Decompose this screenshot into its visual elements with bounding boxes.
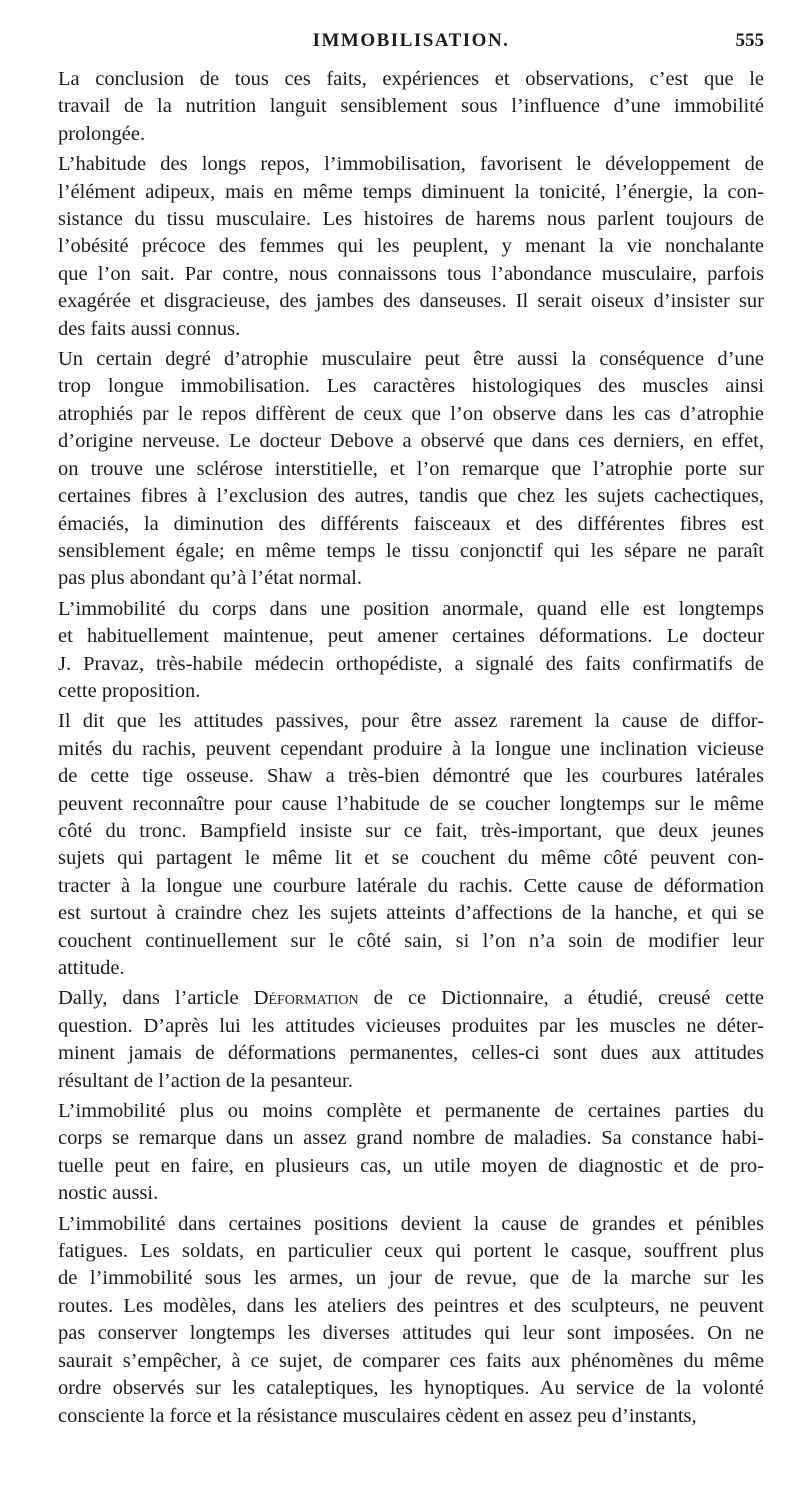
- text-line: que l’on sait. Par contre, nous connaissons tous l’abondance musculaire, parfois: [58, 262, 764, 285]
- text-line: nostic aussi.: [58, 1182, 159, 1205]
- text-line: ordre observés sur les cataleptiques, les hynoptiques. Au service de la volonté: [58, 1377, 764, 1400]
- text-line: fatigues. Les soldats, en particulier ceux qui portent le casque, souffrent plus: [58, 1240, 764, 1263]
- text-line: d’origine nerveuse. Le docteur Debove a observé que dans ces derniers, en effet,: [58, 430, 764, 453]
- text-line: l’obésité précoce des femmes qui les peuplent, y menant la vie nonchalante: [58, 235, 764, 258]
- text-line: certaines fibres à l’exclusion des autres, tandis que chez les sujets cachectiques,: [58, 485, 764, 508]
- text-line: consciente la force et la résistance musculaires cèdent en assez peu d’instants,: [58, 1404, 697, 1427]
- text-line: couchent continuellement sur le côté sain, si l’on n’a soin de modifier leur: [58, 929, 764, 952]
- paragraph: [58, 151, 764, 343]
- text-line: minent jamais de déformations permanentes, celles-ci sont dues aux attitudes: [58, 1042, 764, 1065]
- text-line: Il dit que les attitudes passives, pour être assez rarement la cause de diffor-: [58, 710, 764, 733]
- text-line: corps se remarque dans un assez grand nombre de maladies. Sa constance habi-: [58, 1127, 764, 1150]
- text-line: prolongée.: [58, 122, 146, 145]
- text-line: atrophiés par le repos diffèrent de ceux que l’on observe dans les cas d’atrophie: [58, 402, 764, 425]
- body-text: [58, 66, 764, 1433]
- text-line: attitude.: [58, 957, 125, 979]
- running-title: IMMOBILISATION.: [312, 30, 510, 51]
- text-line: des faits aussi connus.: [58, 317, 241, 340]
- text-line: saurait s’empêcher, à ce sujet, de comparer ces faits aux phénomènes du même: [58, 1349, 764, 1372]
- text-line: L’immobilité plus ou moins complète et permanente de certaines parties du: [58, 1100, 764, 1123]
- text-line: et habituellement maintenue, peut amener certaines déformations. Le docteur: [58, 625, 764, 648]
- paragraph: [58, 1098, 764, 1208]
- text-line: trop longue immobilisation. Les caractères histologiques des muscles ainsi: [58, 375, 764, 398]
- text-line: est surtout à craindre chez les sujets atteints d’affections de la hanche, et qui se: [58, 902, 764, 925]
- text-line: sensiblement égale; en même temps le tissu conjonctif qui les sépare ne paraît: [58, 539, 764, 562]
- text-line: Un certain degré d’atrophie musculaire peut être aussi la conséquence d’une: [58, 348, 764, 371]
- paragraph: [58, 66, 764, 148]
- paragraph: [58, 708, 764, 982]
- paragraph: [58, 346, 764, 593]
- text-line: tracter à la longue une courbure latérale du rachis. Cette cause de déformation: [58, 874, 764, 897]
- text-line: cette proposition.: [58, 679, 201, 702]
- text-line: L’immobilité du corps dans une position anormale, quand elle est longtemps: [58, 597, 764, 620]
- text-line: exagérée et disgracieuse, des jambes des danseuses. Il serait oiseux d’insister sur: [58, 290, 764, 313]
- text-line: pas plus abondant qu’à l’état normal.: [58, 567, 362, 590]
- text-line: tuelle peut en faire, en plusieurs cas, un utile moyen de diagnostic et de pro-: [58, 1154, 764, 1177]
- text-line: on trouve une sclérose interstitielle, et l’on remarque que l’atrophie porte sur: [58, 457, 764, 480]
- text-line: L’immobilité dans certaines positions devient la cause de grandes et pénibles: [58, 1212, 764, 1235]
- text-line: sistance du tissu musculaire. Les histoires de harems nous parlent toujours de: [58, 208, 764, 231]
- text-line: de l’immobilité sous les armes, un jour de revue, que de la marche sur les: [58, 1267, 764, 1290]
- page-header: [58, 30, 764, 60]
- text-line: La conclusion de tous ces faits, expériences et observations, c’est que le: [58, 68, 764, 90]
- text-line: travail de la nutrition languit sensiblement sous l’influence d’une immobilité: [58, 95, 764, 118]
- text-line: question. D’après lui les attitudes vicieuses produites par les muscles ne déter-: [58, 1014, 764, 1037]
- text-line: l’élément adipeux, mais en même temps diminuent la tonicité, l’énergie, la con-: [58, 180, 764, 203]
- page-number: 555: [735, 30, 764, 51]
- text-line: mités du rachis, peuvent cependant produire à la longue une inclination vicieuse: [58, 737, 764, 760]
- text-line: routes. Les modèles, dans les ateliers des peintres et des sculpteurs, ne peuvent: [58, 1294, 764, 1317]
- text-line: Dally, dans l’article Déformation de ce Dictionnaire, a étudié, creusé cette: [58, 987, 764, 1010]
- text-line: L’habitude des longs repos, l’immobilisation, favorisent le développement de: [58, 153, 764, 176]
- text-line: de cette tige osseuse. Shaw a très-bien démontré que les courbures latérales: [58, 765, 764, 788]
- text-line: côté du tronc. Bampfield insiste sur ce fait, très-important, que deux jeunes: [58, 819, 764, 842]
- paragraph: [58, 1211, 764, 1430]
- text-line: pas conserver longtemps les diverses attitudes qui leur sont imposées. On ne: [58, 1322, 764, 1345]
- text-line: résultant de l’action de la pesanteur.: [58, 1069, 353, 1092]
- paragraph: [58, 596, 764, 706]
- text-line: sujets qui partagent le même lit et se couchent du même côté peuvent con-: [58, 847, 764, 870]
- text-line: émaciés, la diminution des différents faisceaux et des différentes fibres est: [58, 512, 764, 535]
- text-line: peuvent reconnaître pour cause l’habitude de se coucher longtemps sur le même: [58, 792, 764, 815]
- text-line: J. Pravaz, très-habile médecin orthopédiste, a signalé des faits confirmatifs de: [58, 652, 764, 675]
- paragraph: [58, 985, 764, 1095]
